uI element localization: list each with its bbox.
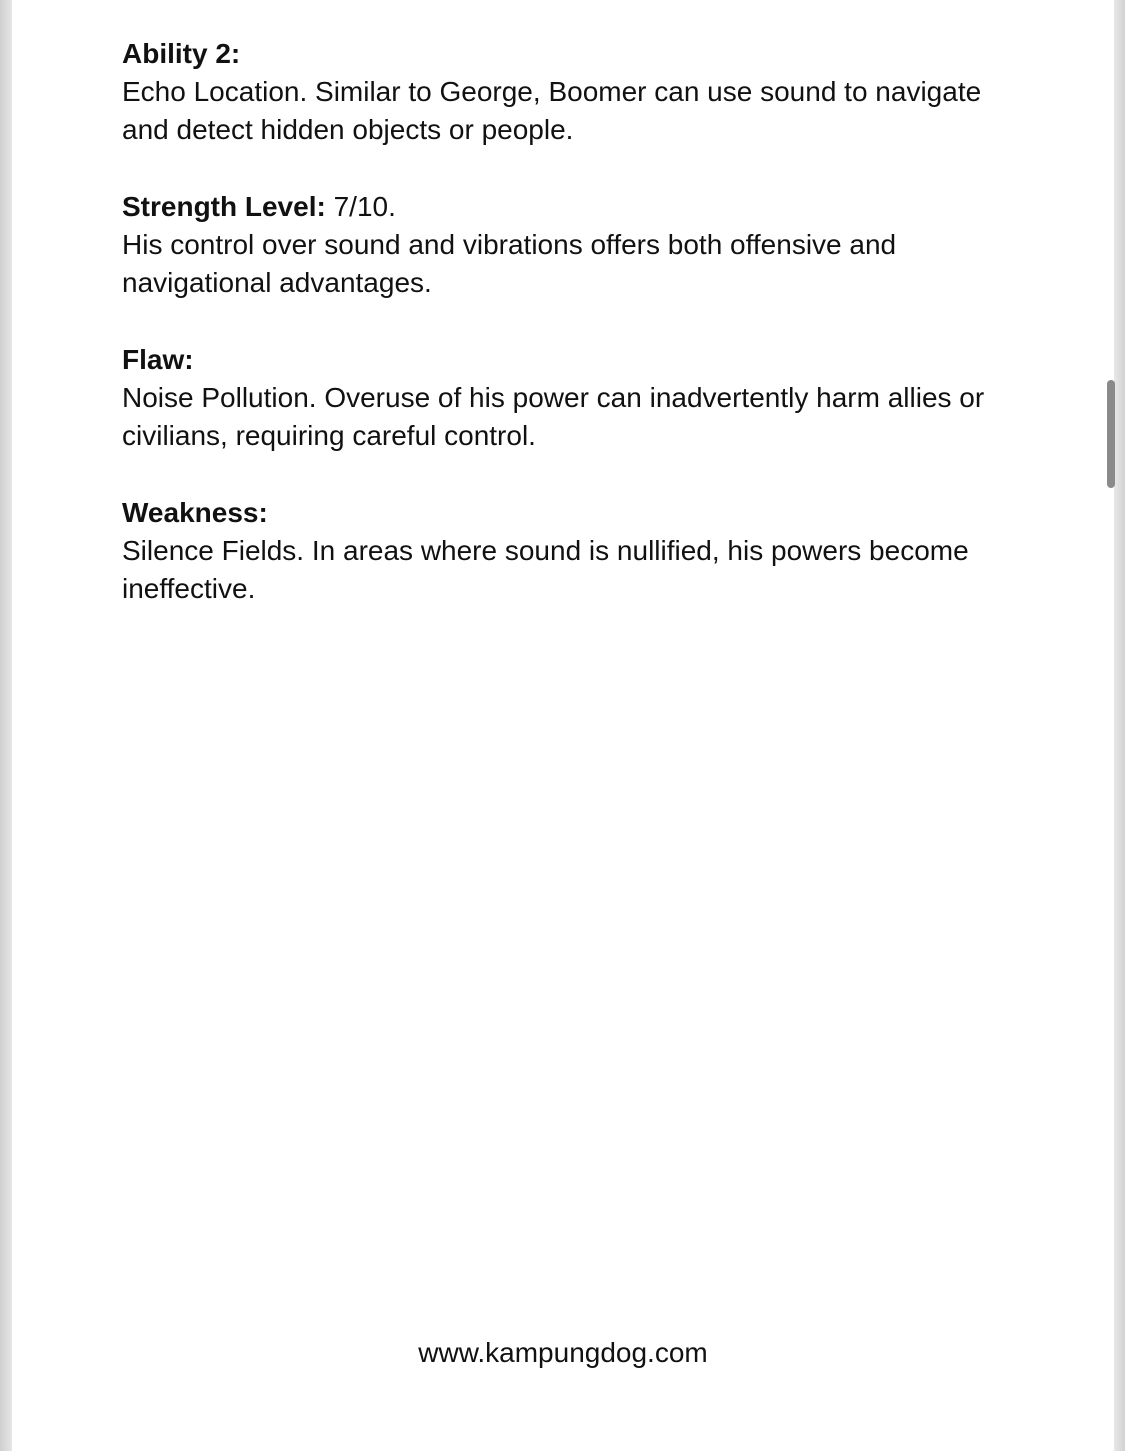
section-body: Echo Location. Similar to George, Boomer can use sound to navigate and detect hidden objects or people. (122, 76, 982, 145)
footer-url: www.kampungdog.com (418, 1337, 708, 1368)
section-flaw (122, 341, 1022, 455)
left-gutter (0, 0, 12, 1451)
section-strength-level (122, 188, 1022, 302)
section-heading-line (122, 188, 1022, 226)
strength-value: 7/10. (325, 191, 396, 222)
section-heading: Strength Level: (122, 191, 326, 222)
section-heading: Ability 2: (122, 38, 241, 69)
document-page (12, 0, 1114, 1451)
section-body: Silence Fields. In areas where sound is nullified, his powers become ineffective. (122, 535, 969, 604)
section-ability-2 (122, 35, 1022, 149)
scrollbar-thumb[interactable] (1107, 380, 1115, 488)
right-gutter (1114, 0, 1125, 1451)
section-body: His control over sound and vibrations offers both offensive and navigational advantages. (122, 229, 897, 298)
page-content (122, 35, 1022, 647)
section-body: Noise Pollution. Overuse of his power can inadvertently harm allies or civilians, requiring careful control. (122, 382, 985, 451)
section-heading: Weakness: (122, 497, 268, 528)
section-heading: Flaw: (122, 344, 194, 375)
section-weakness (122, 494, 1022, 608)
